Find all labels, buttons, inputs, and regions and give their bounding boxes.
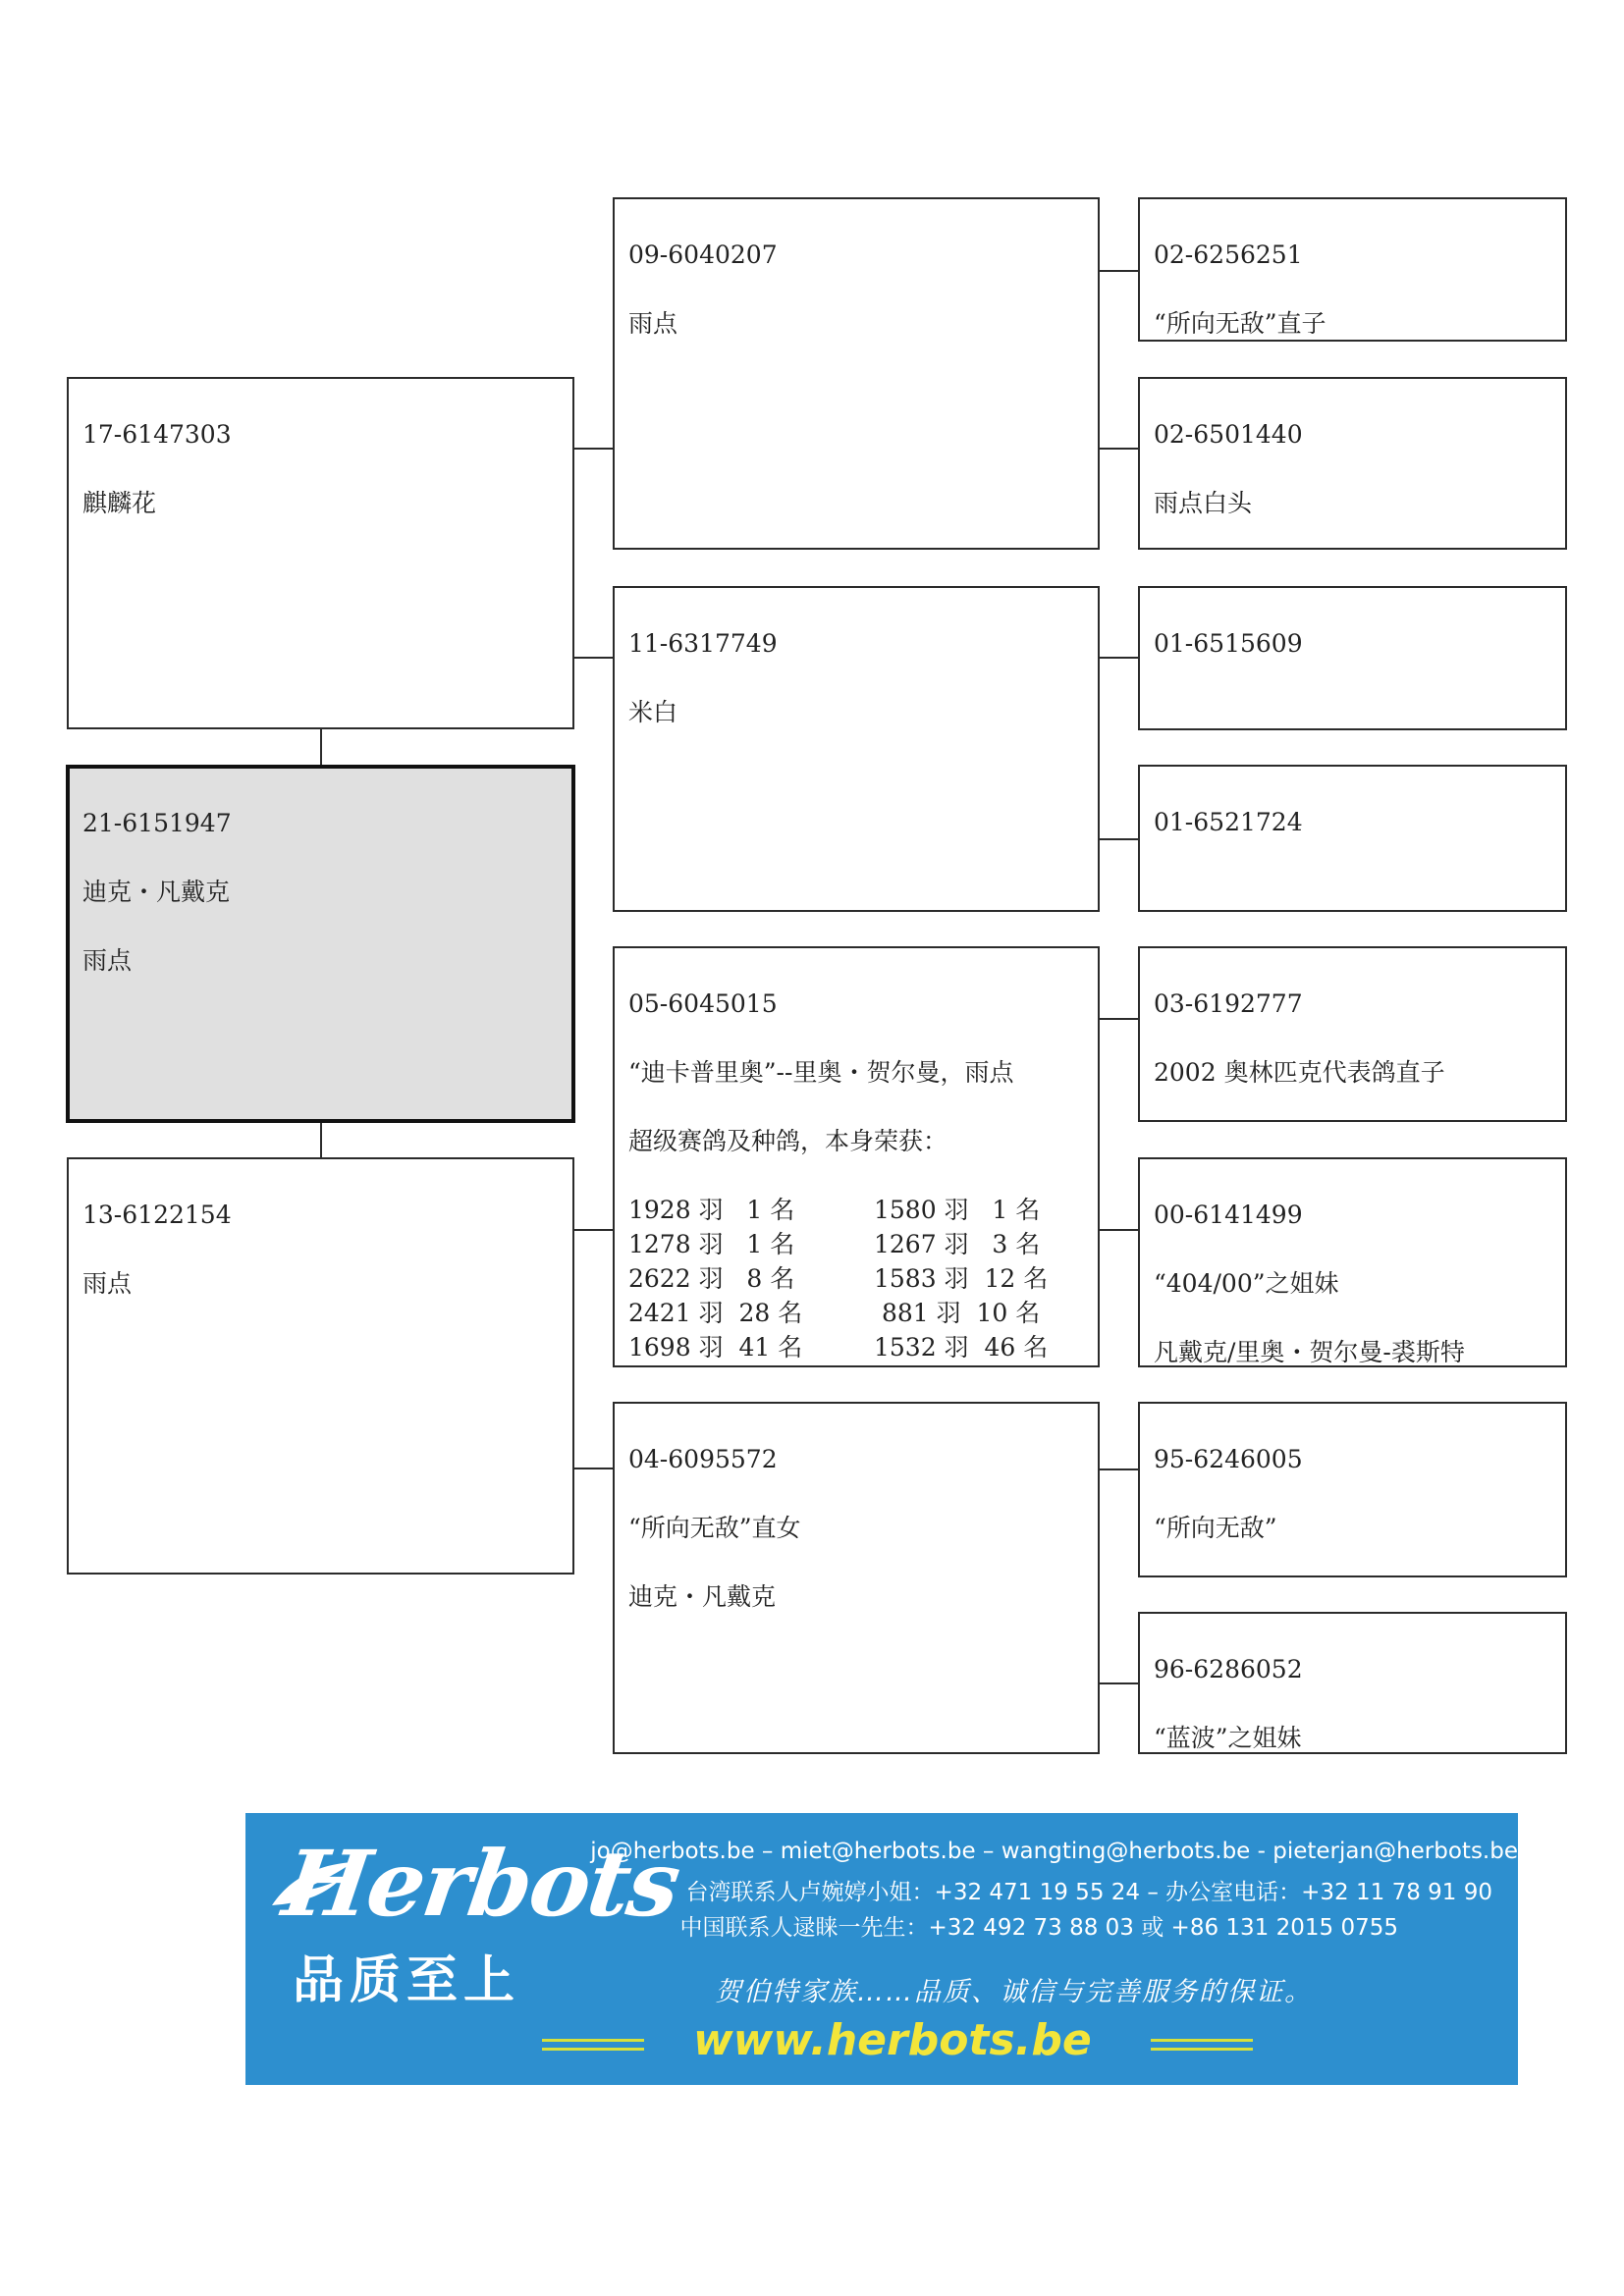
ds-sire-box bbox=[1138, 946, 1567, 1122]
description-line: 麒麟花 bbox=[82, 489, 157, 517]
dam-dam-box bbox=[613, 1402, 1100, 1754]
description-line: “迪卡普里奥”--里奥・贺尔曼，雨点 bbox=[628, 1058, 1014, 1087]
description-line: 雨点 bbox=[82, 946, 133, 975]
connector-line bbox=[1098, 1682, 1139, 1684]
ring-number: 21-6151947 bbox=[82, 809, 232, 837]
tagline: 贺伯特家族……品质、诚信与完善服务的保证。 bbox=[715, 1977, 1313, 2007]
taiwan-contact: 台湾联系人卢婉婷小姐：+32 471 19 55 24 – 办公室电话：+32 11 78 91 90 bbox=[685, 1880, 1492, 1905]
email-contacts: jo@herbots.be – miet@herbots.be – wangting@herbots.be - pieterjan@herbots.be bbox=[590, 1839, 1518, 1864]
description-line: 雨点 bbox=[82, 1269, 133, 1298]
connector-line bbox=[1098, 838, 1139, 840]
dam-box bbox=[67, 1157, 574, 1575]
description-line: 超级赛鸽及种鸽，本身荣获： bbox=[628, 1127, 948, 1155]
ring-number: 17-6147303 bbox=[82, 420, 232, 449]
ring-number: 03-6192777 bbox=[1154, 989, 1303, 1018]
connector-line bbox=[1098, 657, 1139, 659]
dd-sire-box bbox=[1138, 1402, 1567, 1577]
honor-entry: 1278 羽 1 名 bbox=[628, 1230, 795, 1258]
ring-number: 95-6246005 bbox=[1154, 1445, 1303, 1473]
ring-number: 01-6521724 bbox=[1154, 808, 1303, 836]
sd-sire-box bbox=[1138, 586, 1567, 730]
connector-line bbox=[572, 448, 614, 450]
honor-entry: 1583 羽 12 名 bbox=[874, 1264, 1049, 1293]
connector-line bbox=[1098, 1229, 1139, 1231]
ss-dam-box bbox=[1138, 377, 1567, 550]
sd-dam-box bbox=[1138, 765, 1567, 912]
honor-entry: 2622 羽 8 名 bbox=[628, 1264, 795, 1293]
honors-table bbox=[628, 1193, 1084, 1367]
connector-line bbox=[1098, 270, 1139, 272]
connector-line bbox=[1098, 1018, 1139, 1020]
connector-line bbox=[1098, 448, 1139, 450]
description-line: “所向无敌”直女 bbox=[628, 1514, 801, 1542]
connector-line bbox=[1098, 1468, 1139, 1470]
honor-entry bbox=[874, 1364, 1070, 1367]
honor-entry: 1698 羽 41 名 bbox=[628, 1333, 803, 1362]
website-link[interactable]: www.herbots.be bbox=[693, 2015, 1092, 2065]
subject-box bbox=[66, 765, 575, 1123]
honor-entry: 1928 羽 1 名 bbox=[628, 1196, 795, 1224]
description-line: 雨点 bbox=[628, 309, 678, 338]
honor-entry: 2421 羽 28 名 bbox=[628, 1299, 803, 1327]
honor-entry bbox=[628, 1364, 874, 1367]
dam-sire-box bbox=[613, 946, 1100, 1367]
ring-number: 96-6286052 bbox=[1154, 1655, 1303, 1683]
herbots-banner bbox=[245, 1813, 1518, 2085]
description-line: 米白 bbox=[628, 698, 678, 726]
ring-number: 02-6501440 bbox=[1154, 420, 1303, 449]
ring-number: 00-6141499 bbox=[1154, 1201, 1303, 1229]
ring-number: 09-6040207 bbox=[628, 240, 778, 269]
decorative-lines-right bbox=[1151, 2039, 1253, 2053]
herbots-logo: Herbots bbox=[277, 1831, 685, 1937]
ring-number: 01-6515609 bbox=[1154, 629, 1303, 658]
sire-sire-box bbox=[613, 197, 1100, 550]
description-line: “404/00”之姐妹 bbox=[1154, 1269, 1339, 1298]
description-line: “蓝波”之姐妹 bbox=[1154, 1724, 1302, 1752]
description-line: 迪克・凡戴克 bbox=[628, 1582, 777, 1611]
connector-line bbox=[572, 657, 614, 659]
ring-number: 05-6045015 bbox=[628, 989, 778, 1018]
connector-line bbox=[320, 1122, 322, 1157]
ring-number: 04-6095572 bbox=[628, 1445, 778, 1473]
honor-entry: 881 羽 10 名 bbox=[874, 1299, 1041, 1327]
ring-number: 11-6317749 bbox=[628, 629, 778, 658]
sire-dam-box bbox=[613, 586, 1100, 912]
sire-box bbox=[67, 377, 574, 729]
description-line: 雨点白头 bbox=[1154, 489, 1253, 517]
ring-number: 02-6256251 bbox=[1154, 240, 1303, 269]
china-contact: 中国联系人逯睐一先生：+32 492 73 88 03 或 +86 131 2015 0755 bbox=[679, 1915, 1398, 1941]
honor-entry: 1267 羽 3 名 bbox=[874, 1230, 1041, 1258]
connector-line bbox=[572, 1229, 614, 1231]
decorative-lines-left bbox=[542, 2039, 644, 2053]
connector-line bbox=[320, 728, 322, 766]
description-line: “所向无敌”直子 bbox=[1154, 309, 1326, 338]
ring-number: 13-6122154 bbox=[82, 1201, 232, 1229]
logo-slogan: 品质至上 bbox=[293, 1951, 521, 2010]
ds-dam-box bbox=[1138, 1157, 1567, 1367]
dd-dam-box bbox=[1138, 1612, 1567, 1754]
description-line: 凡戴克/里奥・贺尔曼-裘斯特 bbox=[1154, 1338, 1465, 1366]
description-line: “所向无敌” bbox=[1154, 1514, 1277, 1542]
honor-entry: 1532 羽 46 名 bbox=[874, 1333, 1049, 1362]
honor-entry: 1580 羽 1 名 bbox=[874, 1196, 1041, 1224]
description-line: 迪克・凡戴克 bbox=[82, 878, 231, 906]
ss-sire-box bbox=[1138, 197, 1567, 342]
connector-line bbox=[572, 1468, 614, 1469]
description-line: 2002 奥林匹克代表鸽直子 bbox=[1154, 1058, 1445, 1087]
